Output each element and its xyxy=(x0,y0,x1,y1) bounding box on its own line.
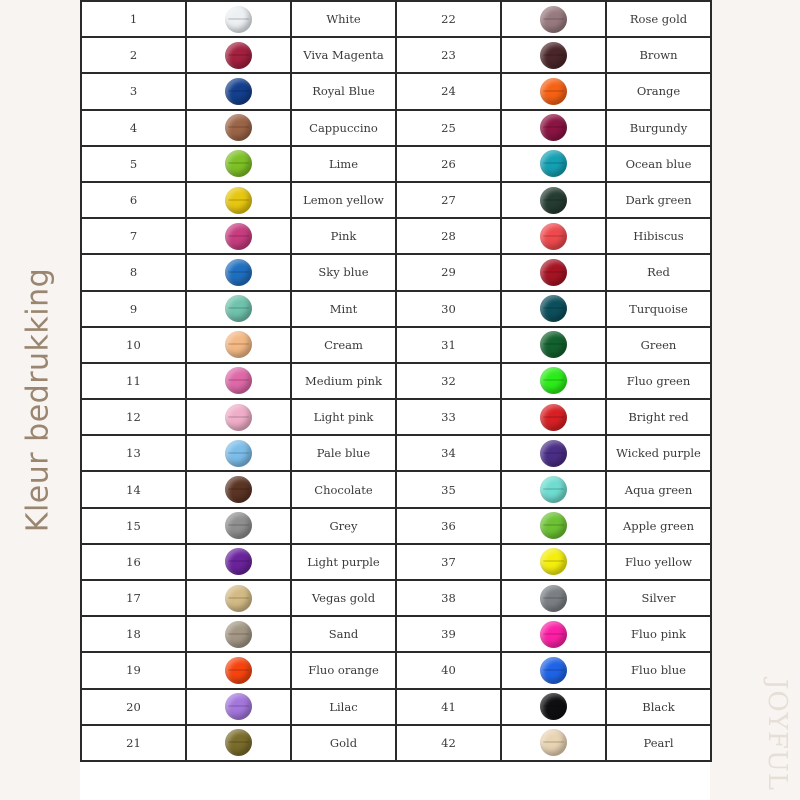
color-name: Light pink xyxy=(291,399,396,435)
color-name: Fluo orange xyxy=(291,652,396,688)
color-swatch-cell xyxy=(186,146,291,182)
color-number: 7 xyxy=(81,218,186,254)
color-swatch-cell xyxy=(186,652,291,688)
color-swatch-cell xyxy=(186,218,291,254)
color-swatch-cell xyxy=(501,73,606,109)
table-row xyxy=(81,580,711,616)
color-swatch-cell xyxy=(186,73,291,109)
color-name: Sand xyxy=(291,616,396,652)
brand-logo-text: JOYFUL xyxy=(762,678,792,792)
color-swatch xyxy=(225,150,252,177)
color-name: Lime xyxy=(291,146,396,182)
color-swatch-cell xyxy=(501,327,606,363)
color-number: 32 xyxy=(396,363,501,399)
color-swatch xyxy=(225,331,252,358)
color-swatch xyxy=(225,548,252,575)
color-number: 40 xyxy=(396,652,501,688)
color-name: Fluo pink xyxy=(606,616,711,652)
color-number: 11 xyxy=(81,363,186,399)
color-swatch xyxy=(540,512,567,539)
color-name: Cream xyxy=(291,327,396,363)
color-swatch-cell xyxy=(186,725,291,761)
color-number: 9 xyxy=(81,291,186,327)
color-name: Chocolate xyxy=(291,471,396,507)
table-row xyxy=(81,508,711,544)
color-swatch-cell xyxy=(186,291,291,327)
color-swatch-cell xyxy=(501,254,606,290)
color-number: 30 xyxy=(396,291,501,327)
color-number: 8 xyxy=(81,254,186,290)
color-name: Grey xyxy=(291,508,396,544)
color-number: 36 xyxy=(396,508,501,544)
color-swatch-cell xyxy=(186,1,291,37)
color-name: Apple green xyxy=(606,508,711,544)
color-name: Viva Magenta xyxy=(291,37,396,73)
color-number: 22 xyxy=(396,1,501,37)
color-name: Brown xyxy=(606,37,711,73)
color-swatch xyxy=(225,42,252,69)
color-swatch-cell xyxy=(501,725,606,761)
color-number: 16 xyxy=(81,544,186,580)
color-swatch-cell xyxy=(186,616,291,652)
color-swatch xyxy=(540,367,567,394)
table-row xyxy=(81,73,711,109)
color-swatch-cell xyxy=(501,689,606,725)
color-swatch-cell xyxy=(501,508,606,544)
color-swatch xyxy=(225,512,252,539)
color-name: Red xyxy=(606,254,711,290)
color-swatch xyxy=(540,404,567,431)
color-swatch xyxy=(225,585,252,612)
color-name: White xyxy=(291,1,396,37)
color-swatch-cell xyxy=(501,544,606,580)
color-swatch-cell xyxy=(186,471,291,507)
color-swatch xyxy=(225,657,252,684)
color-swatch xyxy=(225,621,252,648)
color-name: Rose gold xyxy=(606,1,711,37)
color-swatch-cell xyxy=(501,182,606,218)
table-row xyxy=(81,1,711,37)
color-swatch xyxy=(225,6,252,33)
brand-logo xyxy=(762,680,792,790)
color-number: 25 xyxy=(396,110,501,146)
color-swatch xyxy=(225,440,252,467)
color-name: Hibiscus xyxy=(606,218,711,254)
color-name: Aqua green xyxy=(606,471,711,507)
color-swatch-cell xyxy=(501,37,606,73)
color-number: 28 xyxy=(396,218,501,254)
color-number: 34 xyxy=(396,435,501,471)
color-name: Silver xyxy=(606,580,711,616)
color-number: 5 xyxy=(81,146,186,182)
table-row xyxy=(81,471,711,507)
color-name: Light purple xyxy=(291,544,396,580)
color-number: 24 xyxy=(396,73,501,109)
color-number: 14 xyxy=(81,471,186,507)
color-name: Medium pink xyxy=(291,363,396,399)
color-swatch xyxy=(540,331,567,358)
color-number: 35 xyxy=(396,471,501,507)
color-name: Lemon yellow xyxy=(291,182,396,218)
color-swatch-cell xyxy=(501,1,606,37)
table-row xyxy=(81,363,711,399)
color-swatch xyxy=(540,476,567,503)
color-table-body xyxy=(81,1,711,761)
color-swatch xyxy=(225,295,252,322)
color-swatch-cell xyxy=(501,580,606,616)
color-swatch xyxy=(540,259,567,286)
color-swatch-cell xyxy=(501,110,606,146)
table-row xyxy=(81,652,711,688)
color-swatch xyxy=(225,367,252,394)
color-name: Ocean blue xyxy=(606,146,711,182)
color-name: Lilac xyxy=(291,689,396,725)
color-name: Pale blue xyxy=(291,435,396,471)
color-number: 19 xyxy=(81,652,186,688)
color-swatch-cell xyxy=(186,110,291,146)
color-name: Fluo green xyxy=(606,363,711,399)
color-swatch-cell xyxy=(501,435,606,471)
color-swatch xyxy=(225,114,252,141)
color-swatch-cell xyxy=(186,508,291,544)
color-number: 17 xyxy=(81,580,186,616)
color-name: Black xyxy=(606,689,711,725)
color-swatch-cell xyxy=(501,363,606,399)
color-number: 13 xyxy=(81,435,186,471)
color-number: 38 xyxy=(396,580,501,616)
color-number: 6 xyxy=(81,182,186,218)
color-number: 39 xyxy=(396,616,501,652)
color-name: Gold xyxy=(291,725,396,761)
color-swatch xyxy=(540,114,567,141)
color-name: Dark green xyxy=(606,182,711,218)
color-number: 4 xyxy=(81,110,186,146)
color-swatch xyxy=(540,6,567,33)
color-name: Orange xyxy=(606,73,711,109)
color-name: Cappuccino xyxy=(291,110,396,146)
color-name: Pink xyxy=(291,218,396,254)
color-swatch xyxy=(225,693,252,720)
table-row xyxy=(81,291,711,327)
color-name: Bright red xyxy=(606,399,711,435)
color-swatch xyxy=(540,657,567,684)
color-swatch xyxy=(540,729,567,756)
color-number: 20 xyxy=(81,689,186,725)
color-swatch xyxy=(225,476,252,503)
color-swatch xyxy=(540,548,567,575)
color-swatch-cell xyxy=(186,544,291,580)
table-row xyxy=(81,689,711,725)
color-name: Vegas gold xyxy=(291,580,396,616)
table-row xyxy=(81,110,711,146)
color-swatch xyxy=(540,42,567,69)
table-row xyxy=(81,37,711,73)
table-row xyxy=(81,435,711,471)
color-number: 42 xyxy=(396,725,501,761)
color-swatch-cell xyxy=(186,327,291,363)
color-swatch-cell xyxy=(501,471,606,507)
color-swatch xyxy=(540,585,567,612)
color-name: Turquoise xyxy=(606,291,711,327)
color-name: Royal Blue xyxy=(291,73,396,109)
color-swatch xyxy=(540,440,567,467)
color-name: Fluo blue xyxy=(606,652,711,688)
color-swatch-cell xyxy=(186,399,291,435)
color-swatch-cell xyxy=(186,182,291,218)
color-name: Sky blue xyxy=(291,254,396,290)
color-swatch-cell xyxy=(501,146,606,182)
color-chart xyxy=(80,0,710,800)
table-row xyxy=(81,218,711,254)
color-number: 27 xyxy=(396,182,501,218)
color-swatch xyxy=(540,693,567,720)
color-number: 18 xyxy=(81,616,186,652)
color-number: 3 xyxy=(81,73,186,109)
color-name: Green xyxy=(606,327,711,363)
color-name: Wicked purple xyxy=(606,435,711,471)
color-name: Fluo yellow xyxy=(606,544,711,580)
color-number: 31 xyxy=(396,327,501,363)
table-row xyxy=(81,254,711,290)
table-row xyxy=(81,399,711,435)
color-name: Mint xyxy=(291,291,396,327)
color-number: 26 xyxy=(396,146,501,182)
table-row xyxy=(81,725,711,761)
color-table xyxy=(80,0,712,762)
color-swatch-cell xyxy=(501,616,606,652)
color-number: 15 xyxy=(81,508,186,544)
color-swatch-cell xyxy=(186,37,291,73)
color-number: 2 xyxy=(81,37,186,73)
color-swatch xyxy=(225,404,252,431)
table-row xyxy=(81,327,711,363)
color-name: Burgundy xyxy=(606,110,711,146)
color-swatch-cell xyxy=(501,652,606,688)
color-swatch-cell xyxy=(501,291,606,327)
color-number: 41 xyxy=(396,689,501,725)
color-number: 12 xyxy=(81,399,186,435)
color-swatch xyxy=(540,78,567,105)
color-swatch-cell xyxy=(186,580,291,616)
color-number: 37 xyxy=(396,544,501,580)
color-swatch-cell xyxy=(186,363,291,399)
color-swatch xyxy=(540,150,567,177)
table-row xyxy=(81,616,711,652)
color-number: 1 xyxy=(81,1,186,37)
color-number: 10 xyxy=(81,327,186,363)
color-swatch xyxy=(225,259,252,286)
color-swatch-cell xyxy=(186,435,291,471)
color-swatch-cell xyxy=(501,399,606,435)
color-number: 21 xyxy=(81,725,186,761)
color-swatch-cell xyxy=(186,689,291,725)
color-swatch xyxy=(540,223,567,250)
table-row xyxy=(81,182,711,218)
color-swatch-cell xyxy=(501,218,606,254)
color-number: 23 xyxy=(396,37,501,73)
color-swatch xyxy=(225,187,252,214)
side-title: Kleur bedrukking xyxy=(20,267,56,533)
color-swatch-cell xyxy=(186,254,291,290)
color-swatch xyxy=(225,729,252,756)
color-swatch xyxy=(225,78,252,105)
color-name: Pearl xyxy=(606,725,711,761)
color-number: 29 xyxy=(396,254,501,290)
color-swatch xyxy=(540,187,567,214)
color-number: 33 xyxy=(396,399,501,435)
color-swatch xyxy=(540,621,567,648)
table-row xyxy=(81,146,711,182)
table-row xyxy=(81,544,711,580)
color-swatch xyxy=(225,223,252,250)
color-swatch xyxy=(540,295,567,322)
